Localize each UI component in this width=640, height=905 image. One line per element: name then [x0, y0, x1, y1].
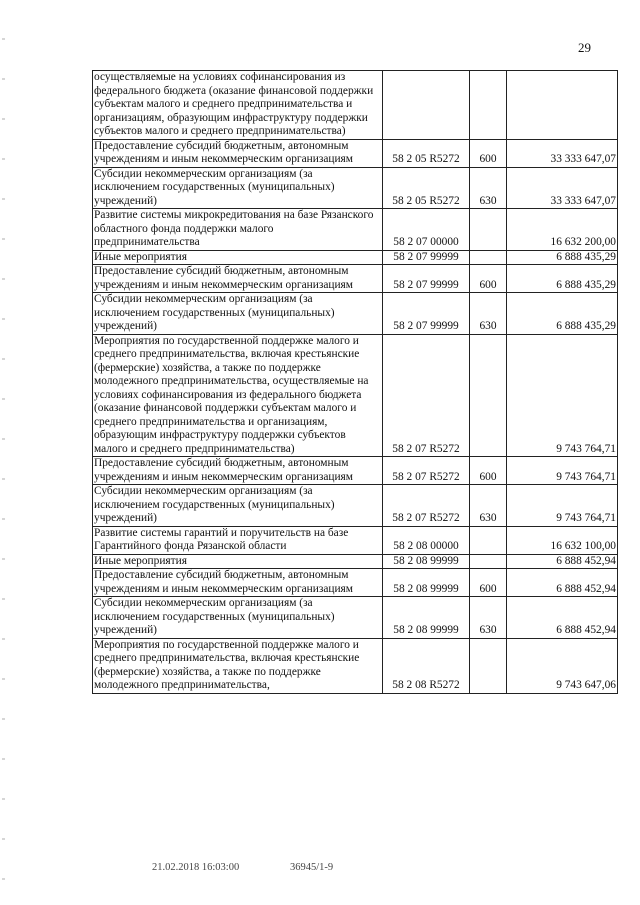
row-name: Субсидии некоммерческим организациям (за исключением государственных (муниципальных) учреждений): [93, 293, 383, 335]
row-name: Иные мероприятия: [93, 250, 383, 265]
row-sum: 33 333 647,07: [507, 167, 618, 209]
table-row: [93, 526, 618, 554]
row-type: 630: [470, 485, 507, 527]
row-type: 630: [470, 293, 507, 335]
table-row: [93, 569, 618, 597]
table-row: [93, 457, 618, 485]
row-code: 58 2 08 R5272: [383, 638, 470, 693]
row-code: 58 2 08 99999: [383, 554, 470, 569]
table-row: [93, 209, 618, 251]
row-code: 58 2 07 R5272: [383, 334, 470, 457]
row-sum: 6 888 452,94: [507, 554, 618, 569]
row-code: 58 2 05 R5272: [383, 139, 470, 167]
row-sum: 6 888 435,29: [507, 265, 618, 293]
row-sum: 16 632 200,00: [507, 209, 618, 251]
row-code: 58 2 08 99999: [383, 569, 470, 597]
row-name: Предоставление субсидий бюджетным, автономным учреждениям и иным некоммерческим организациям: [93, 139, 383, 167]
table-row: [93, 485, 618, 527]
table-row: [93, 293, 618, 335]
page-number: 29: [578, 40, 591, 55]
row-code: 58 2 07 99999: [383, 250, 470, 265]
row-name: Развитие системы микрокредитования на базе Рязанского областного фонда поддержки малого предпринимательства: [93, 209, 383, 251]
table-row: [93, 265, 618, 293]
row-sum: 6 888 435,29: [507, 250, 618, 265]
row-code: 58 2 07 99999: [383, 293, 470, 335]
row-code: 58 2 07 R5272: [383, 485, 470, 527]
row-sum: 9 743 764,71: [507, 485, 618, 527]
row-sum: [507, 71, 618, 140]
row-code: 58 2 05 R5272: [383, 167, 470, 209]
row-type: [470, 209, 507, 251]
row-type: 600: [470, 139, 507, 167]
row-name: Субсидии некоммерческим организациям (за исключением государственных (муниципальных) учреждений): [93, 597, 383, 639]
row-code: 58 2 07 99999: [383, 265, 470, 293]
table-row: [93, 71, 618, 140]
row-type: [470, 71, 507, 140]
row-name: Предоставление субсидий бюджетным, автономным учреждениям и иным некоммерческим организациям: [93, 569, 383, 597]
row-name: Иные мероприятия: [93, 554, 383, 569]
row-sum: 9 743 764,71: [507, 334, 618, 457]
row-sum: 16 632 100,00: [507, 526, 618, 554]
table-row: [93, 554, 618, 569]
row-sum: 9 743 764,71: [507, 457, 618, 485]
row-sum: 6 888 435,29: [507, 293, 618, 335]
row-sum: 6 888 452,94: [507, 569, 618, 597]
table-row: [93, 638, 618, 693]
footer-timestamp: 21.02.2018 16:03:00: [152, 862, 240, 873]
row-type: 600: [470, 457, 507, 485]
row-type: [470, 250, 507, 265]
footer-document-number: 36945/1-9: [290, 862, 334, 873]
table-row: [93, 597, 618, 639]
table-row: [93, 334, 618, 457]
row-code: [383, 71, 470, 140]
table-row: [93, 250, 618, 265]
scan-edge-marks: [2, 0, 5, 905]
row-name: Мероприятия по государственной поддержке малого и среднего предпринимательства, включая крестьянские (фермерские) хозяйства, а также по поддержке молодежного предпринимательства,: [93, 638, 383, 693]
table-row: [93, 139, 618, 167]
row-type: 600: [470, 569, 507, 597]
row-sum: 33 333 647,07: [507, 139, 618, 167]
row-type: 600: [470, 265, 507, 293]
row-name: Развитие системы гарантий и поручительств на базе Гарантийного фонда Рязанской области: [93, 526, 383, 554]
row-type: [470, 526, 507, 554]
row-name: Субсидии некоммерческим организациям (за исключением государственных (муниципальных) учреждений): [93, 485, 383, 527]
row-name: Предоставление субсидий бюджетным, автономным учреждениям и иным некоммерческим организациям: [93, 457, 383, 485]
row-type: [470, 334, 507, 457]
budget-table: [92, 70, 618, 694]
row-name: осуществляемые на условиях софинансирования из федерального бюджета (оказание финансовой поддержки субъектам малого и среднего предпринимательства и организациям, образующим инфраструктуру поддержки субъектов малого и среднего предпринимательства): [93, 71, 383, 140]
row-name: Предоставление субсидий бюджетным, автономным учреждениям и иным некоммерческим организациям: [93, 265, 383, 293]
row-code: 58 2 07 R5272: [383, 457, 470, 485]
row-type: 630: [470, 167, 507, 209]
row-sum: 9 743 647,06: [507, 638, 618, 693]
row-type: [470, 554, 507, 569]
row-name: Субсидии некоммерческим организациям (за исключением государственных (муниципальных) учреждений): [93, 167, 383, 209]
budget-table-body: [93, 71, 618, 694]
row-type: 630: [470, 597, 507, 639]
row-code: 58 2 08 99999: [383, 597, 470, 639]
row-code: 58 2 08 00000: [383, 526, 470, 554]
row-name: Мероприятия по государственной поддержке малого и среднего предпринимательства, включая крестьянские (фермерские) хозяйства, а также по поддержке молодежного предпринимательства, осуществляемые на условиях софинансирования из федерального бюджета (оказание финансовой поддержки субъектам малого и среднего предпринимательства и организациям, образующим инфраструктуру поддержки субъектов малого и среднего предпринимательства): [93, 334, 383, 457]
row-code: 58 2 07 00000: [383, 209, 470, 251]
row-sum: 6 888 452,94: [507, 597, 618, 639]
table-row: [93, 167, 618, 209]
row-type: [470, 638, 507, 693]
